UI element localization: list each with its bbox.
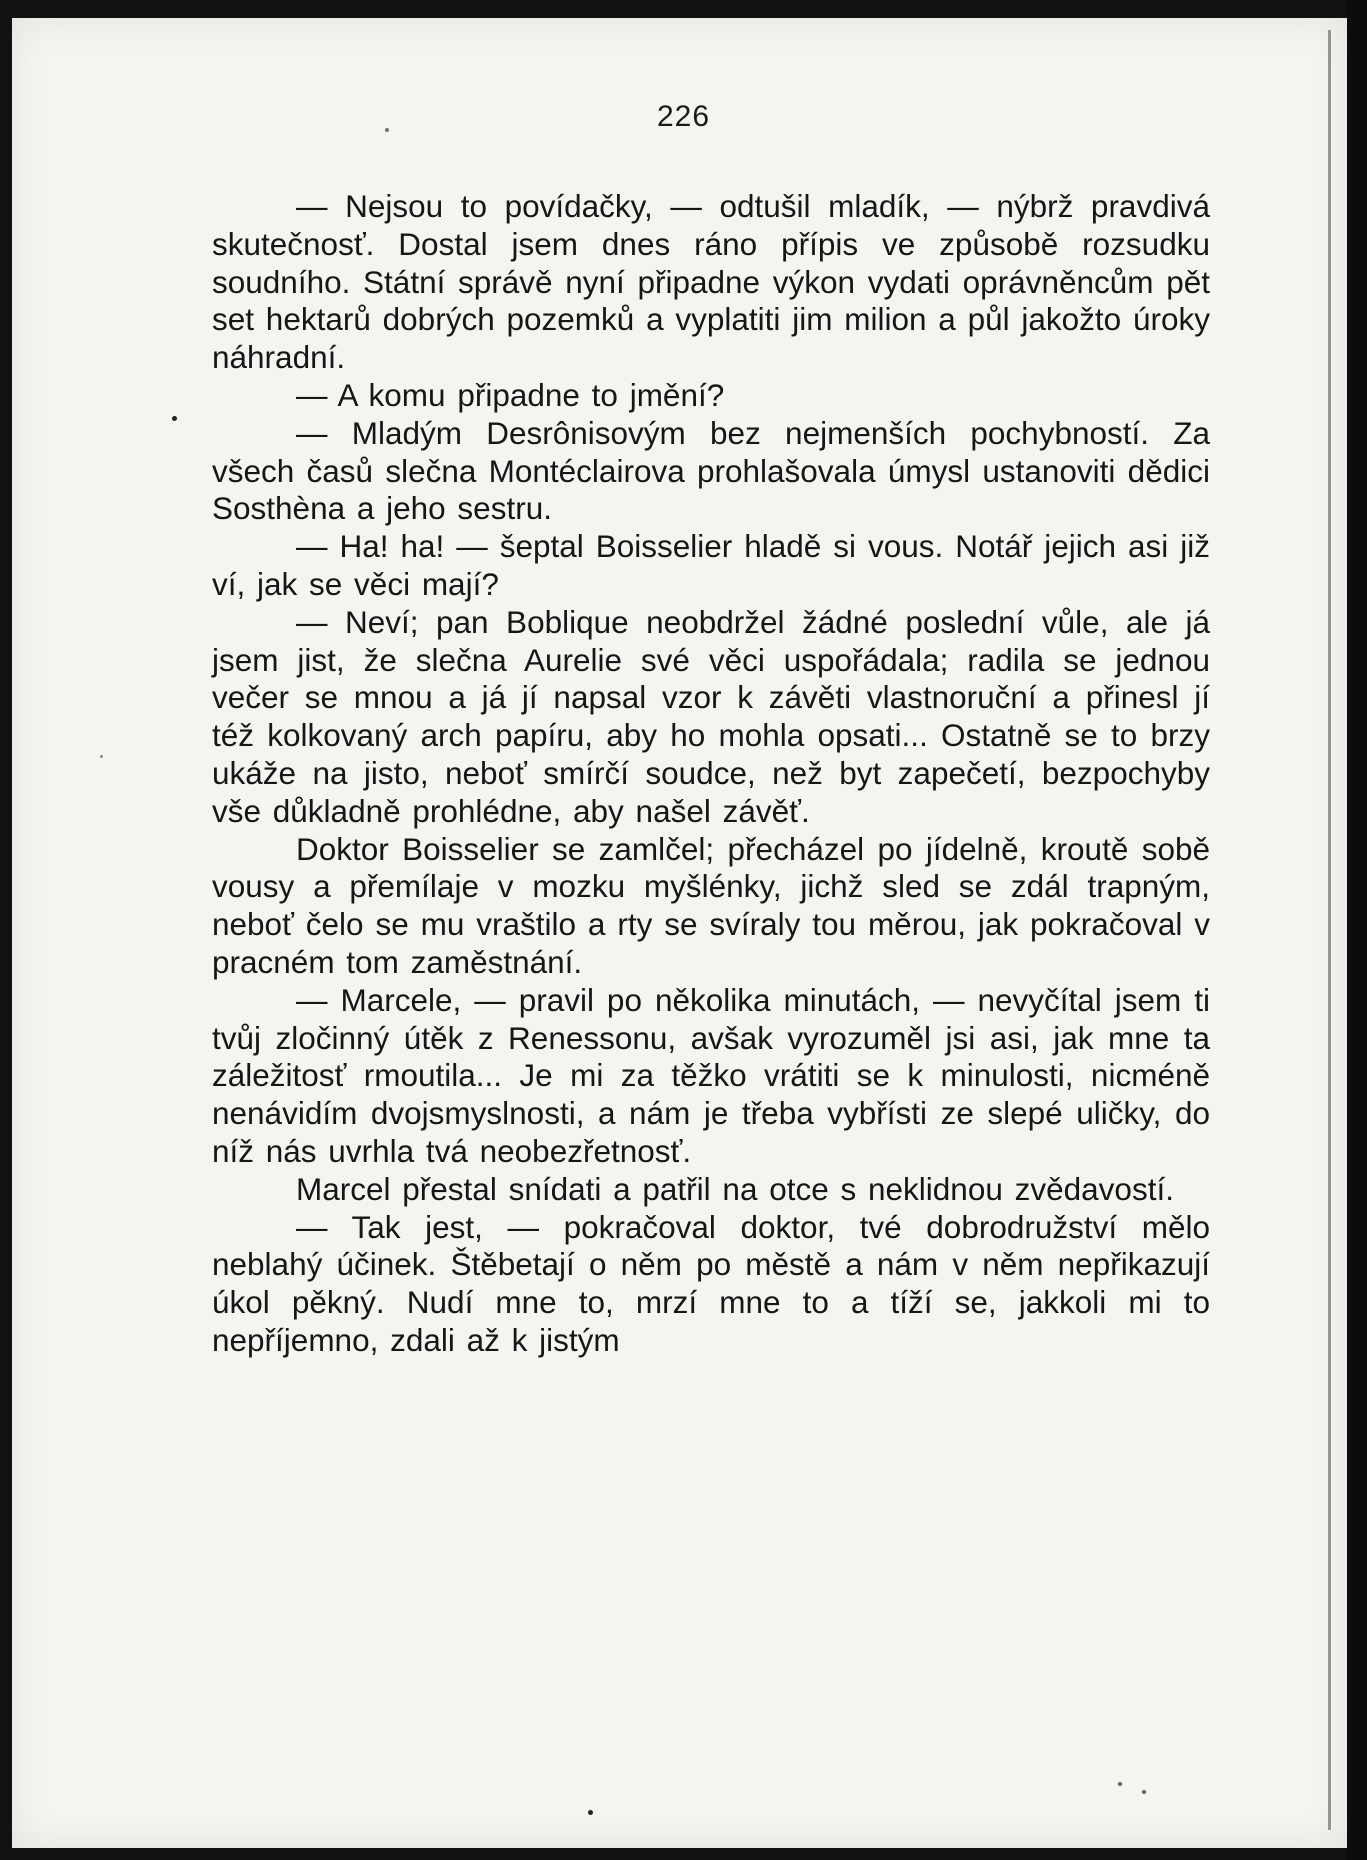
scan-border [1347,0,1367,1860]
paragraph: — Ha! ha! — šeptal Boisselier hladě si vous. Notář jejich asi již ví, jak se věci mají? [212,528,1210,602]
paragraph: — A komu připadne to jmění? [296,376,725,413]
paragraph: Doktor Boisselier se zamlčel; přecházel po jídelně, kroutě sobě vousy a přemílaje v mozku myšlénky, jichž sled se zdál trapným, neboť čelo se mu vraštilo a rty se svíraly tou měrou, jak pokračoval v pracném tom zaměstnání. [212,830,1210,980]
paragraph: — Tak jest, — pokračoval doktor, tvé dobrodružství mělo neblahý účinek. Štěbetají o něm po městě a nám v něm nepřikazují úkol pěkný. Nudí mne to, mrzí mne to a tíží se, jakkoli mi to nepříjemno, zdali až k jistým [212,1208,1210,1358]
scan-speck [172,416,177,421]
scan-speck [1118,1782,1122,1786]
scan-speck [100,755,103,758]
paragraph: — Marcele, — pravil po několika minutách, — nevyčítal jsem ti tvůj zločinný útěk z Renessonu, avšak vyrozuměl jsi asi, jak mne ta záležitosť rmoutila... Je mi za těžko vrátiti se k minulosti, nicméně nenávidím dvojsmyslnosti, a nám je třeba vybřísti ze slepé uličky, do níž nás uvrhla tvá neobezřetnosť. [212,981,1210,1169]
body-text [212,188,1210,1360]
paragraph: — Neví; pan Boblique neobdržel žádné poslední vůle, ale já jsem jist, že slečna Aurelie své věci uspořádala; radila se jednou večer se mnou a já jí napsal vzor k závěti vlastnoruční a přinesl jí též kolkovaný arch papíru, aby ho mohla opsati... Ostatně se to brzy ukáže na jisto, neboť smírčí soudce, než byt zapečetí, bezpochyby vše důkladně prohlédne, aby našel závěť. [212,603,1210,829]
scan-speck [1142,1790,1146,1794]
paragraph: — Nejsou to povídačky, — odtušil mladík, — nýbrž pravdivá skutečnosť. Dostal jsem dnes ráno přípis ve způsobě rozsudku soudního. Státní správě nyní připadne výkon vydati oprávněncům pět set hektarů dobrých pozemků a vyplatiti jim milion a půl jakožto úroky náhradní. [212,188,1210,376]
scan-speck [588,1810,593,1815]
binding-edge [1328,30,1331,1830]
page-number: 226 [656,100,711,133]
scan-speck [385,128,389,132]
paragraph: — Mladým Desrônisovým bez nejmenších pochybností. Za všech časů slečna Montéclairova prohlašovala úmysl ustanoviti dědici Sosthèna a jeho sestru. [212,414,1210,527]
paragraph: Marcel přestal snídati a patřil na otce s neklidnou zvědavostí. [296,1170,1174,1207]
